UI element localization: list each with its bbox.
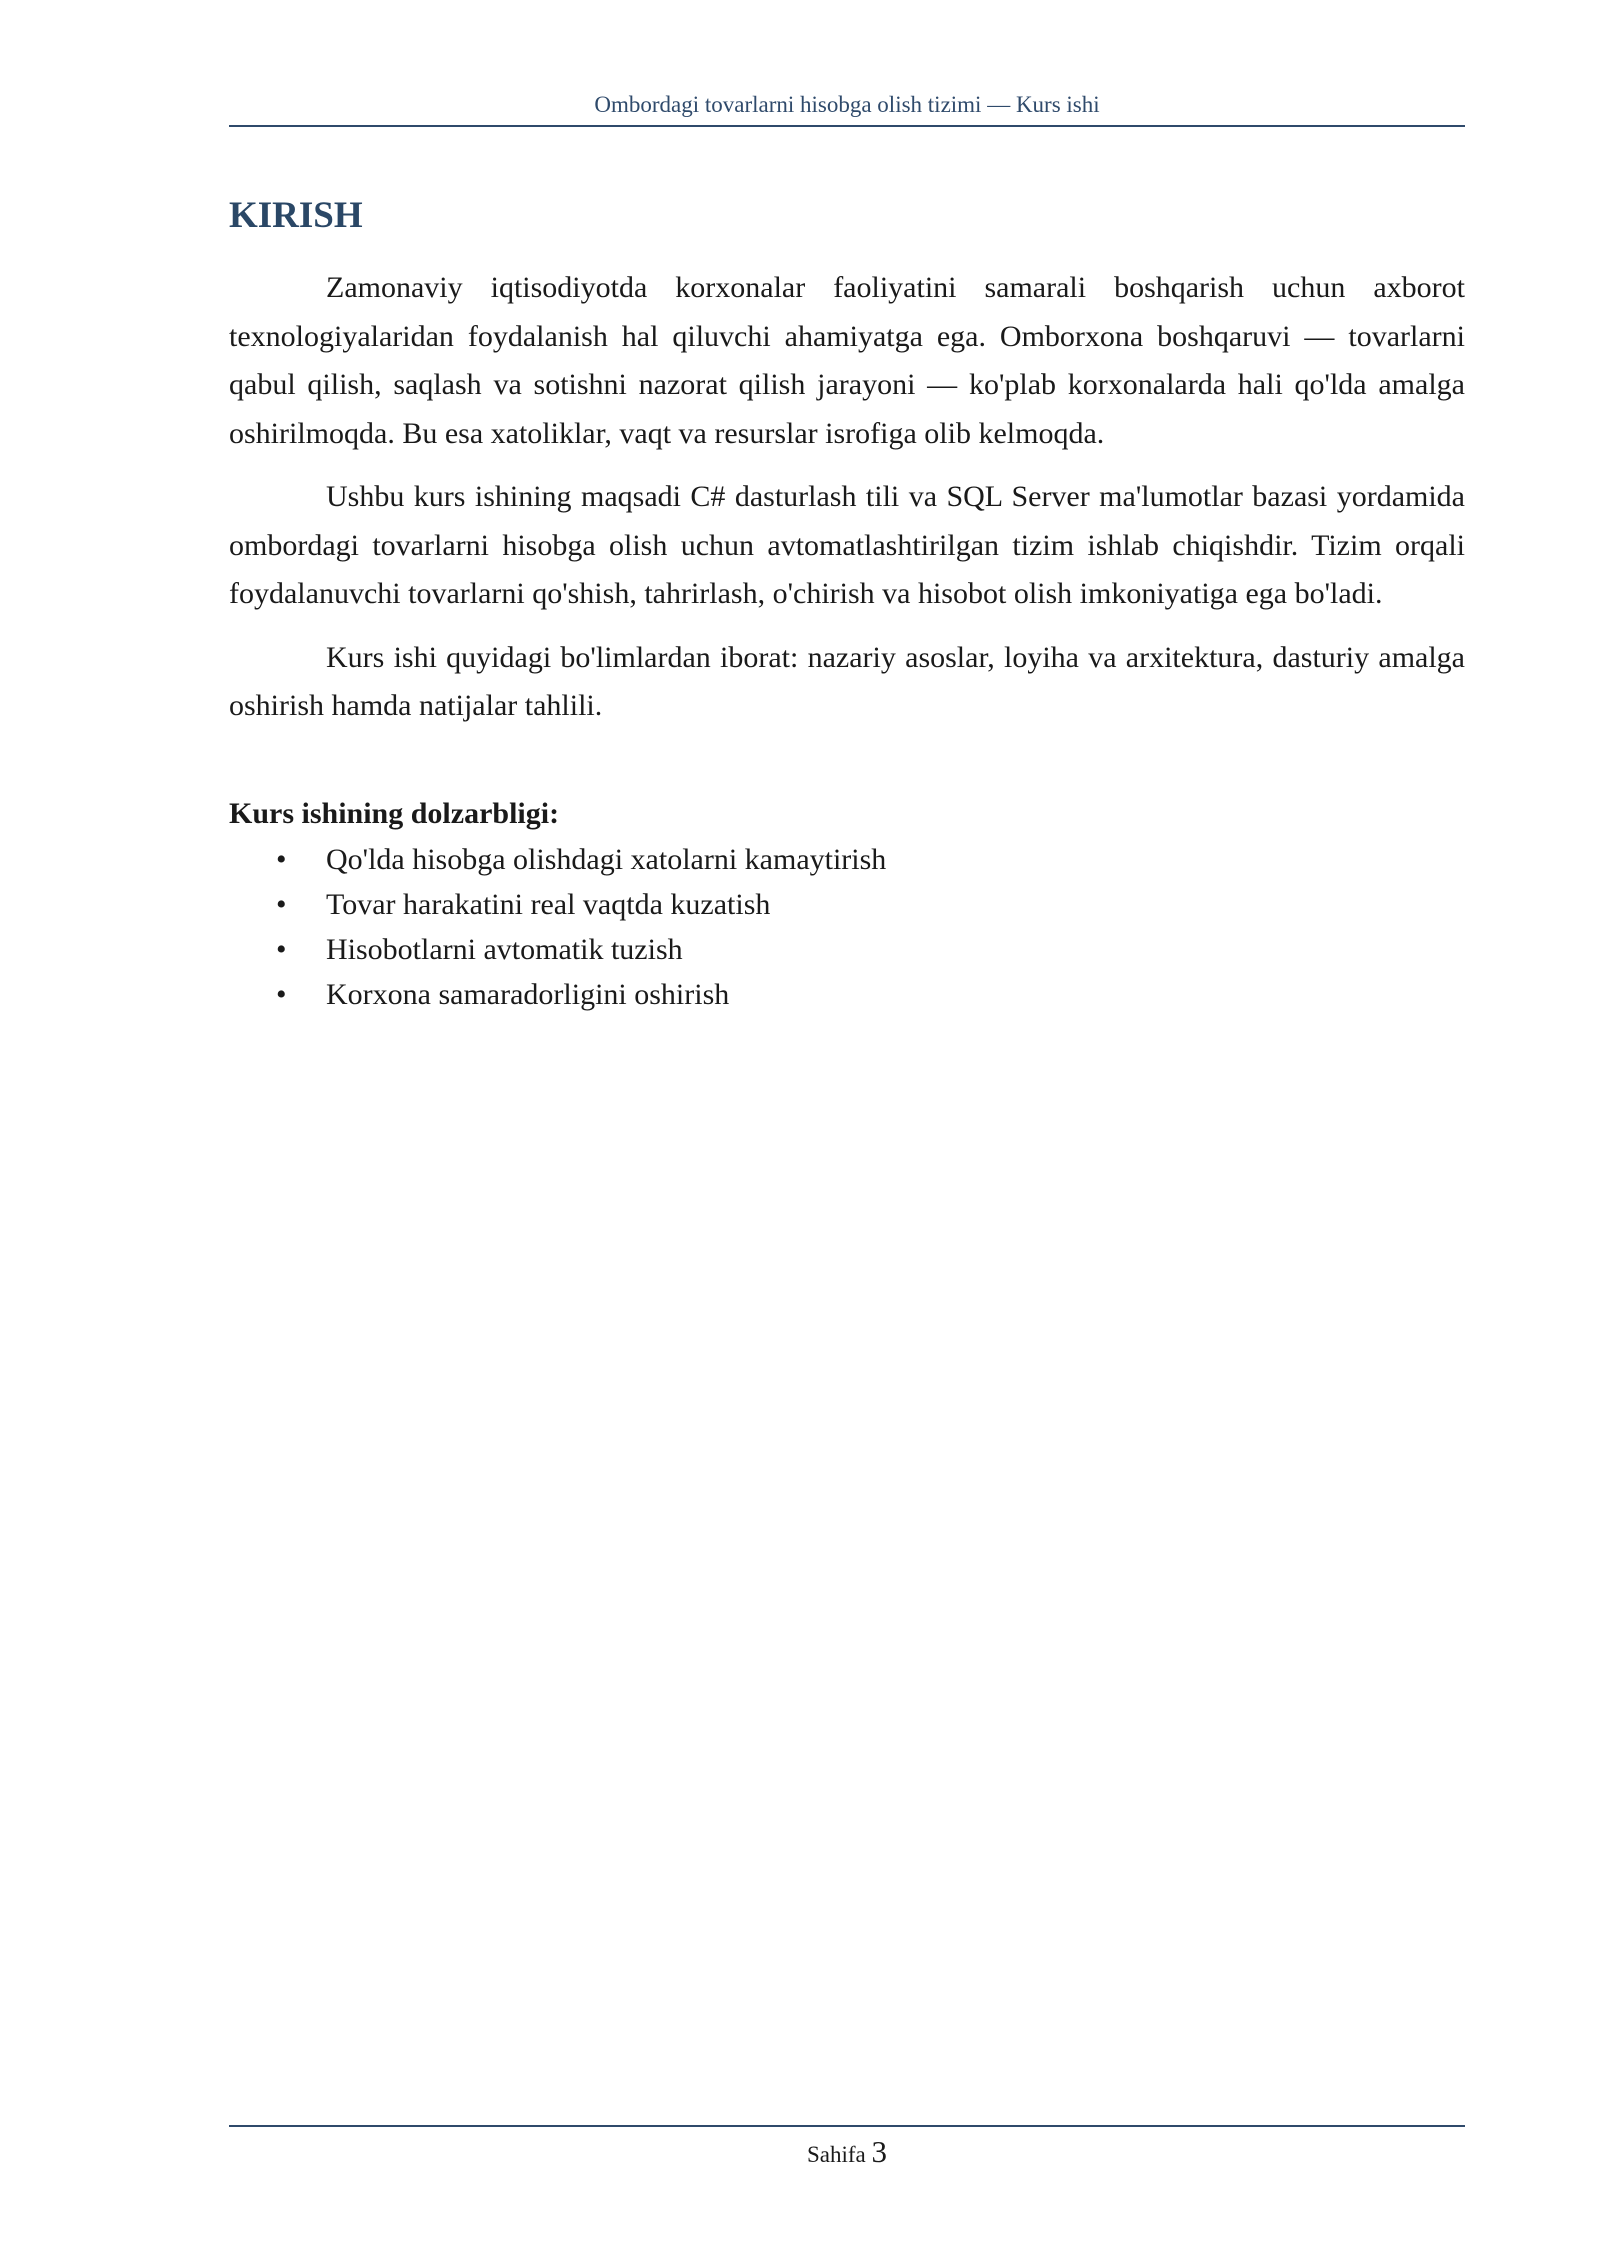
list-item-text: Qo'lda hisobga olishdagi xatolarni kamaytirish [326,842,887,876]
list-item [229,927,1465,972]
list-item-text: Hisobotlarni avtomatik tuzish [326,932,683,966]
bullet-icon: • [276,887,287,921]
section-title: KIRISH [229,195,363,236]
bullet-icon: • [276,977,287,1011]
page-content [229,190,1465,1017]
list-item [229,882,1465,927]
relevance-heading: Kurs ishining dolzarbligi: [229,796,560,830]
page-label: Sahifa [806,2142,866,2167]
list-item-text: Tovar harakatini real vaqtda kuzatish [326,887,771,921]
bullet-icon: • [276,932,287,966]
relevance-list [229,837,1465,1017]
list-item [229,972,1465,1017]
intro-paragraph-2: Ushbu kurs ishining maqsadi C# dasturlash tili va SQL Server ma'lumotlar bazasi yordamida ombordagi tovarlarni hisobga olish uchun avtomatlashtirilgan tizim ishlab chiqishdir. Tizim orqali foydalanuvchi tovarlarni qo'shish, tahrirlash, o'chirish va hisobot olish imkoniyatiga ega bo'ladi. [229,480,1465,610]
intro-paragraph-3: Kurs ishi quyidagi bo'limlardan iborat: nazariy asoslar, loyiha va arxitektura, dasturiy amalga oshirish hamda natijalar tahlili. [229,640,1465,722]
footer-divider [229,2125,1465,2127]
header-divider [229,125,1465,127]
running-header: Ombordagi tovarlarni hisobga olish tizimi — Kurs ishi [594,92,1100,117]
bullet-icon: • [276,842,287,876]
list-item [229,837,1465,882]
page-footer [229,2134,1465,2170]
intro-paragraph-1: Zamonaviy iqtisodiyotda korxonalar faoliyatini samarali boshqarish uchun axborot texnologiyalaridan foydalanish hal qiluvchi ahamiyatga ega. Omborxona boshqaruvi — tovarlarni qabul qilish, saqlash va sotishni nazorat qilish jarayoni — ko'plab korxonalarda hali qo'lda amalga oshirilmoqda. Bu esa xatoliklar, vaqt va resurslar isrofiga olib kelmoqda. [229,271,1465,450]
list-item-text: Korxona samaradorligini oshirish [326,977,730,1011]
page-number: 3 [871,2134,887,2169]
